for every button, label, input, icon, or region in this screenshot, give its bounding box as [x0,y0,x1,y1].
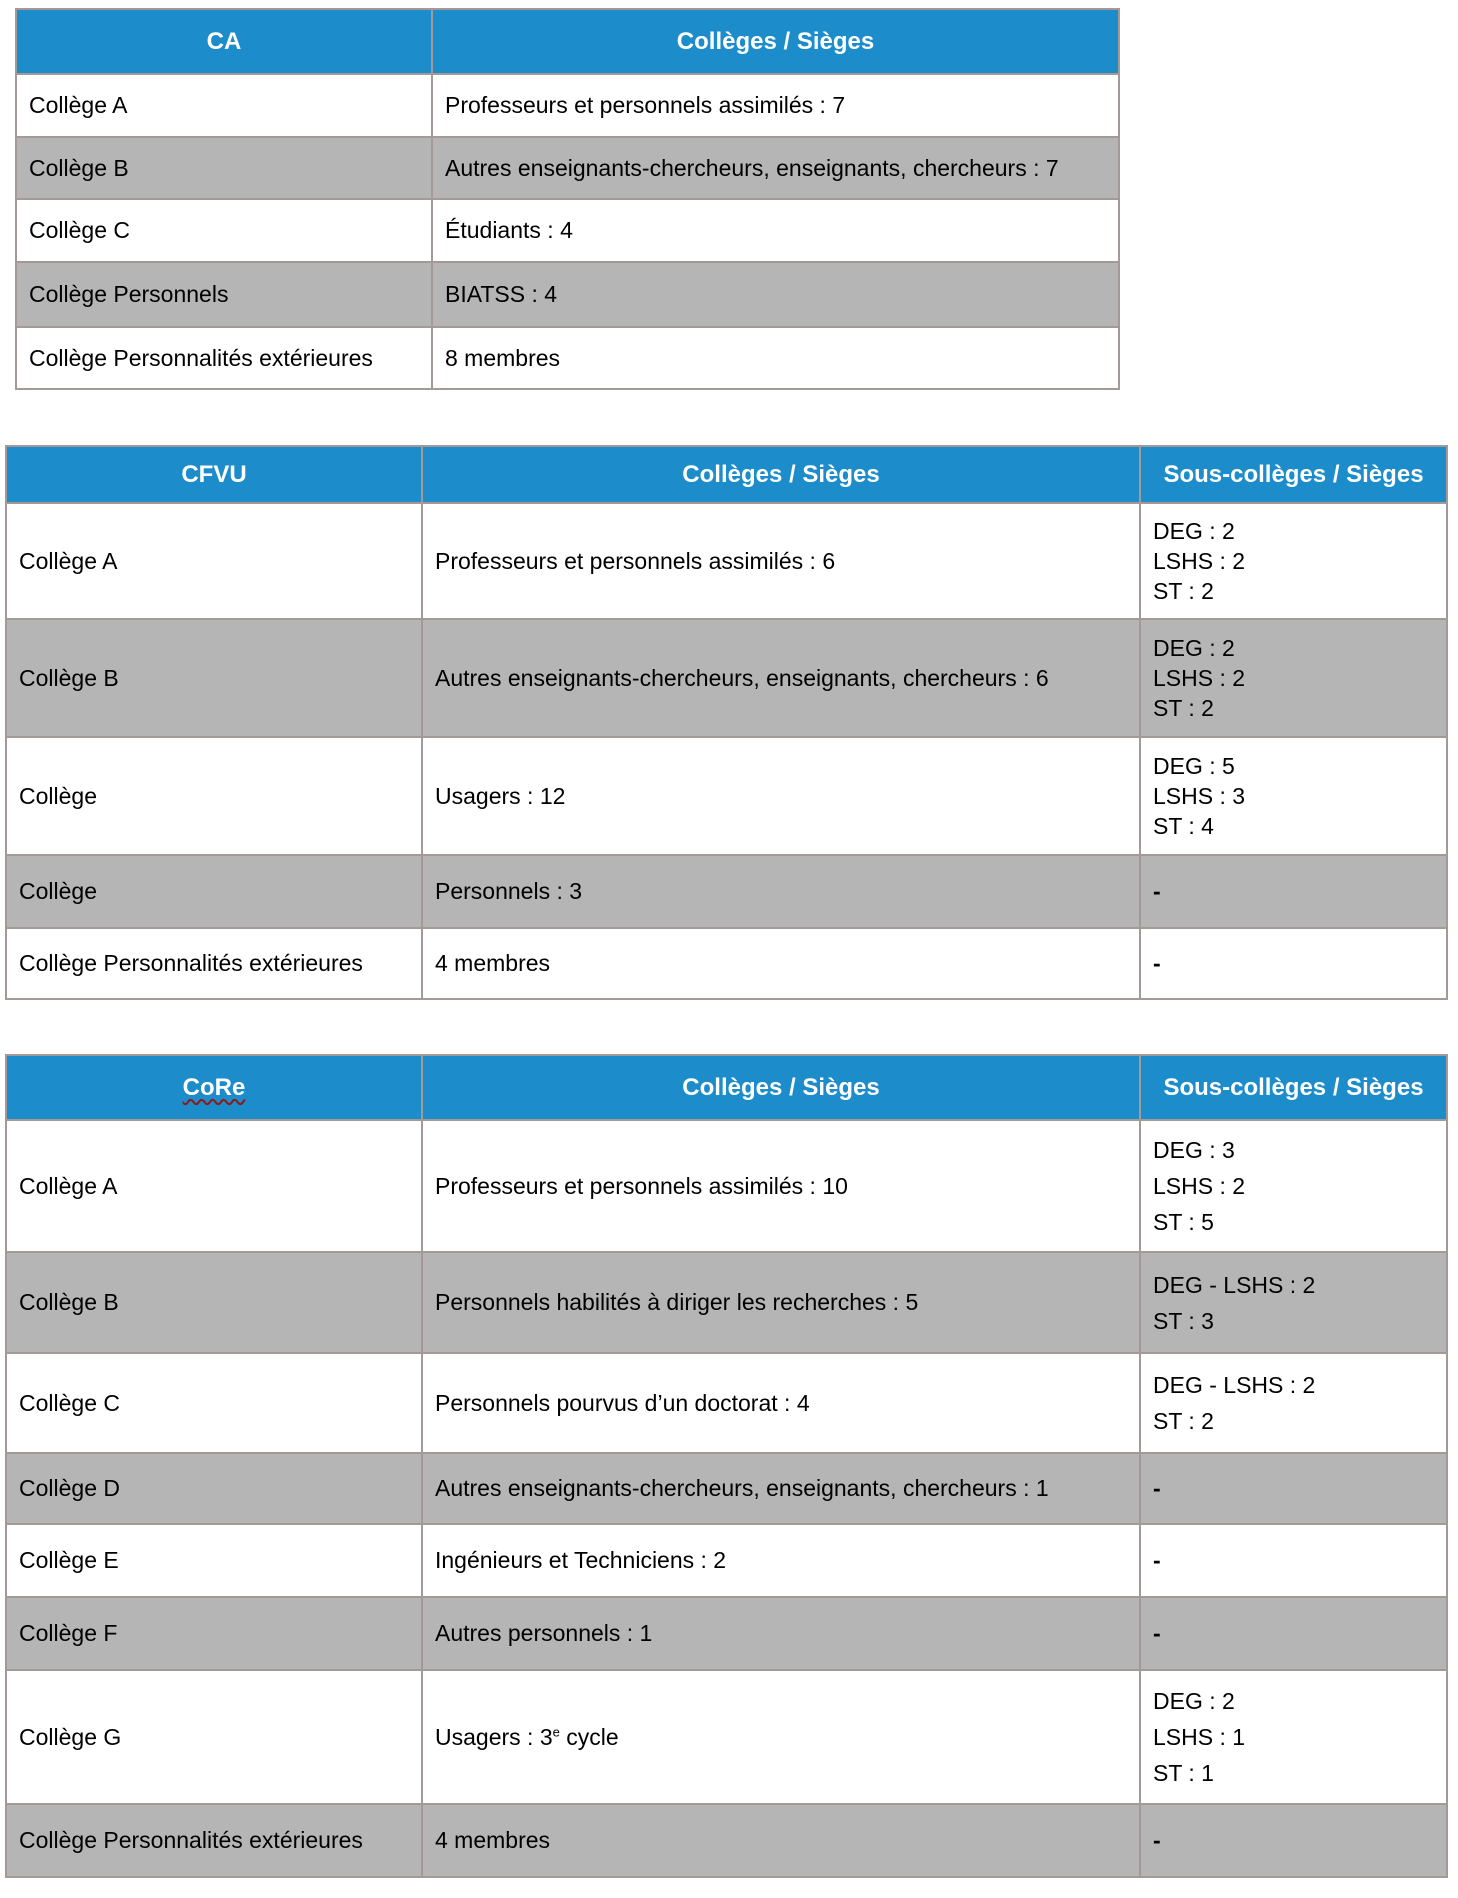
seats-cell: Professeurs et personnels assimilés : 6 [422,503,1140,619]
sub-colleges-cell: - [1140,1804,1447,1877]
seats-cell: 8 membres [432,327,1119,389]
seats-cell: Autres personnels : 1 [422,1597,1140,1670]
table-row [6,1804,1447,1877]
sub-colleges-cell [1140,1670,1447,1804]
table-row [16,137,1119,199]
seats-cell: BIATSS : 4 [432,262,1119,327]
sub-college-line: DEG : 2 [1153,635,1235,661]
college-cell: Collège D [6,1453,422,1524]
sub-college-line: ST : 2 [1153,1408,1214,1434]
header-cfvu: CFVU [6,446,422,503]
sub-college-line: ST : 5 [1153,1209,1214,1235]
sub-colleges-cell: - [1140,1597,1447,1670]
sub-college-line: DEG : 2 [1153,518,1235,544]
seats-cell [422,1670,1140,1804]
seats-cell: Autres enseignants-chercheurs, enseignants, chercheurs : 6 [422,619,1140,737]
sub-college-line: ST : 2 [1153,695,1214,721]
table-row [16,74,1119,137]
seats-suffix: cycle [559,1723,619,1750]
cfvu-table [5,445,1448,1000]
header-sous-colleges-sieges: Sous-collèges / Sièges [1140,446,1447,503]
table-header-row [6,446,1447,503]
college-cell: Collège E [6,1524,422,1597]
table-row [6,1524,1447,1597]
seats-cell: Professeurs et personnels assimilés : 10 [422,1120,1140,1252]
college-cell: Collège C [6,1353,422,1453]
core-table [5,1054,1448,1878]
sub-colleges-cell [1140,1252,1447,1353]
sub-colleges-cell: - [1140,855,1447,928]
seats-cell: Usagers : 12 [422,737,1140,855]
sub-college-line: DEG : 3 [1153,1137,1235,1163]
sub-college-line: DEG - LSHS : 2 [1153,1372,1316,1398]
college-cell: Collège C [16,199,432,262]
sub-colleges-cell [1140,503,1447,619]
table-row [6,855,1447,928]
table-row [6,1597,1447,1670]
college-cell: Collège B [16,137,432,199]
seats-cell: Autres enseignants-chercheurs, enseignants, chercheurs : 1 [422,1453,1140,1524]
header-colleges-sieges: Collèges / Sièges [422,1055,1140,1120]
sub-colleges-cell: - [1140,1524,1447,1597]
table-row [6,737,1447,855]
ordinal-superscript: e [552,1723,560,1739]
seats-cell: 4 membres [422,1804,1140,1877]
core-title: CoRe [182,1073,246,1101]
sub-colleges-cell: - [1140,1453,1447,1524]
sub-college-line: ST : 1 [1153,1760,1214,1786]
sub-college-line: DEG : 2 [1153,1688,1235,1714]
table-header-row [16,9,1119,74]
sub-college-line: DEG - LSHS : 2 [1153,1271,1316,1298]
table-row [6,1353,1447,1453]
college-cell: Collège A [6,1120,422,1252]
seats-cell: Personnels pourvus d’un doctorat : 4 [422,1353,1140,1453]
sub-college-line: LSHS : 2 [1153,1173,1246,1199]
college-cell: Collège Personnalités extérieures [6,1804,422,1877]
college-cell: Collège B [6,1252,422,1353]
table-row [6,928,1447,999]
college-cell: Collège A [6,503,422,619]
sub-college-line: LSHS : 3 [1153,783,1246,809]
college-cell: Collège [6,737,422,855]
sub-college-line: LSHS : 2 [1153,665,1246,691]
table-row [16,327,1119,389]
header-ca: CA [16,9,432,74]
college-cell: Collège Personnalités extérieures [16,327,432,389]
college-cell: Collège A [16,74,432,137]
sub-college-line: LSHS : 2 [1153,548,1246,574]
seats-cell: Ingénieurs et Techniciens : 2 [422,1524,1140,1597]
table-row [6,503,1447,619]
table-row [6,619,1447,737]
sub-colleges-cell: - [1140,928,1447,999]
seats-cell: Professeurs et personnels assimilés : 7 [432,74,1119,137]
sub-college-line: ST : 3 [1153,1307,1214,1334]
table-header-row [6,1055,1447,1120]
header-core [6,1055,422,1120]
sub-colleges-cell [1140,619,1447,737]
sub-college-line: DEG : 5 [1153,753,1235,779]
seats-cell: Personnels : 3 [422,855,1140,928]
table-row [16,199,1119,262]
table-row [6,1252,1447,1353]
college-cell: Collège Personnels [16,262,432,327]
sub-colleges-cell [1140,1120,1447,1252]
sub-colleges-cell [1140,737,1447,855]
seats-prefix: Usagers : 3 [435,1723,553,1750]
table-row [6,1670,1447,1804]
college-cell: Collège G [6,1670,422,1804]
sub-college-line: LSHS : 1 [1153,1724,1246,1750]
sub-colleges-cell [1140,1353,1447,1453]
table-row [6,1120,1447,1252]
college-cell: Collège B [6,619,422,737]
college-cell: Collège Personnalités extérieures [6,928,422,999]
header-sous-colleges-sieges: Sous-collèges / Sièges [1140,1055,1447,1120]
seats-cell: 4 membres [422,928,1140,999]
header-colleges-sieges: Collèges / Sièges [432,9,1119,74]
header-colleges-sieges: Collèges / Sièges [422,446,1140,503]
college-cell: Collège [6,855,422,928]
ca-table [15,8,1120,390]
table-row [16,262,1119,327]
seats-cell: Autres enseignants-chercheurs, enseignants, chercheurs : 7 [432,137,1119,199]
seats-cell: Personnels habilités à diriger les recherches : 5 [422,1252,1140,1353]
college-cell: Collège F [6,1597,422,1670]
table-row [6,1453,1447,1524]
seats-cell: Étudiants : 4 [432,199,1119,262]
sub-college-line: ST : 2 [1153,578,1214,604]
sub-college-line: ST : 4 [1153,813,1214,839]
